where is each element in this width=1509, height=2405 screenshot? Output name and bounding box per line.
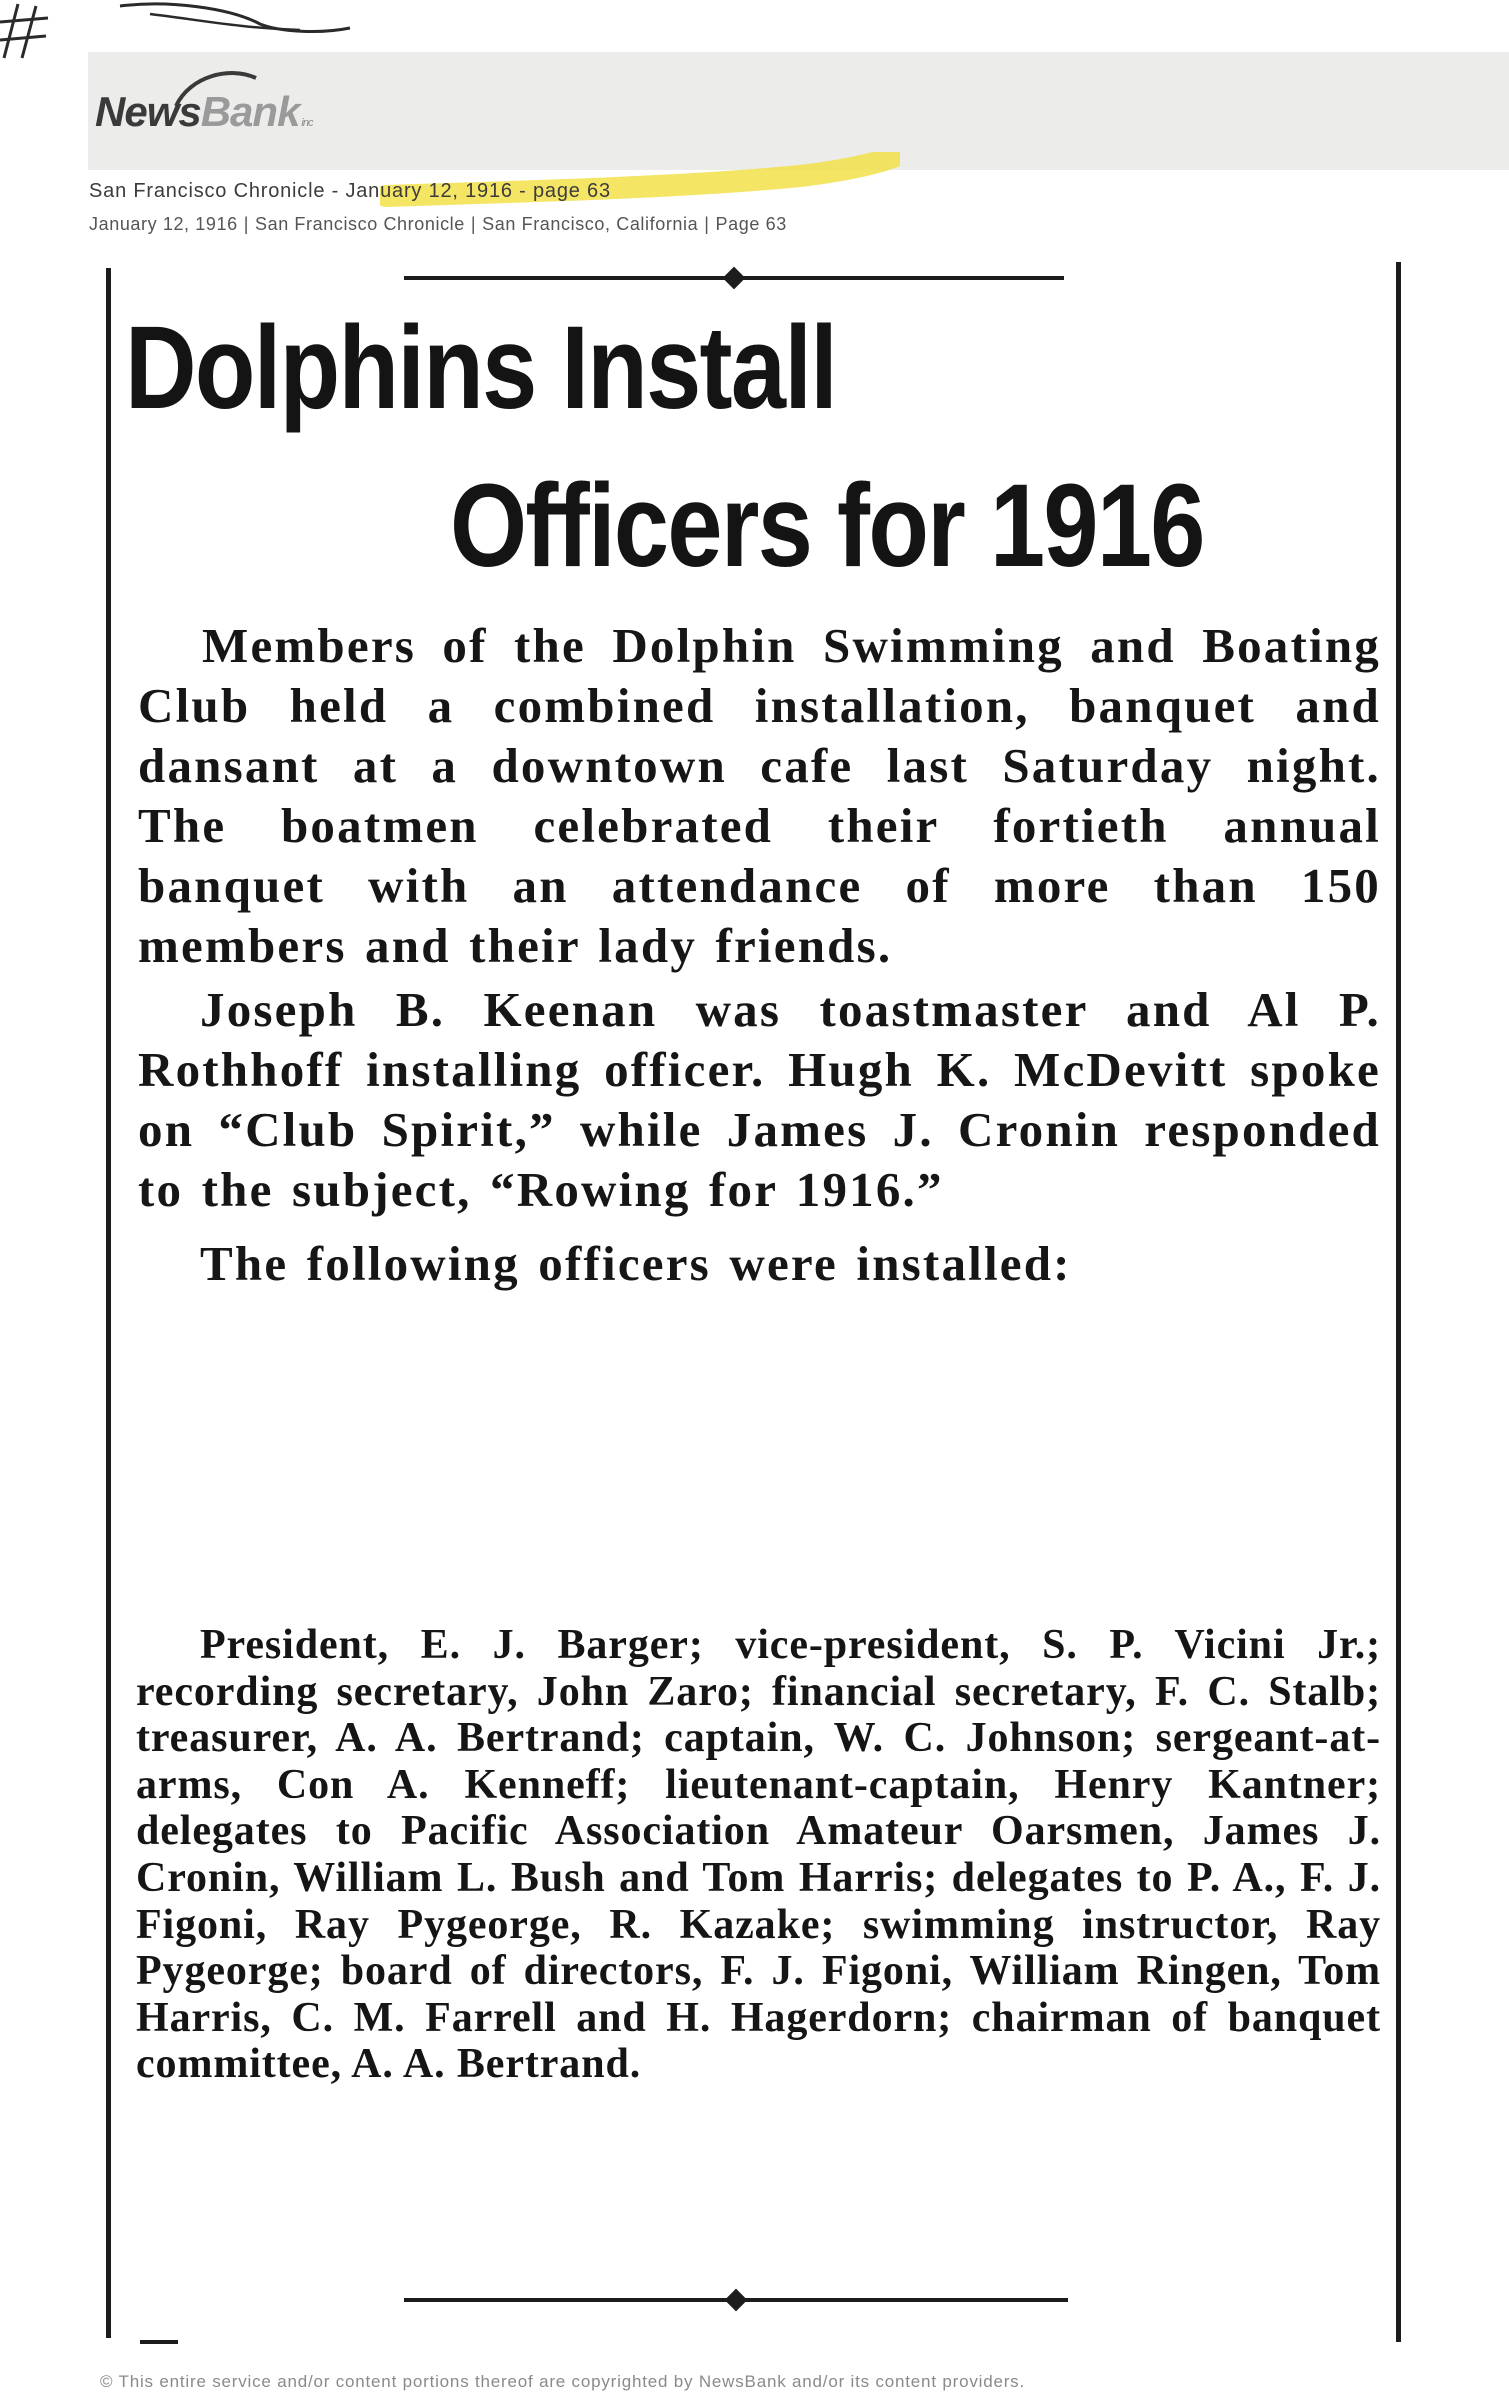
officers-list xyxy=(136,1622,1381,2088)
clipping-right-border xyxy=(1396,262,1401,2342)
meta-separator: | xyxy=(704,214,710,234)
meta-location: San Francisco, California xyxy=(482,214,699,234)
logo-news-text: News xyxy=(95,88,201,135)
rule-diamond-icon xyxy=(725,2289,748,2312)
meta-page: Page 63 xyxy=(715,214,787,234)
meta-date: January 12, 1916 xyxy=(89,214,238,234)
top-ornament-rule xyxy=(404,276,1064,280)
column-end-tick xyxy=(140,2340,178,2344)
clipping-left-border xyxy=(106,268,111,2338)
citation-date-page: - January 12, 1916 - page 63 xyxy=(331,180,611,202)
headline-line-1: Dolphins Install xyxy=(125,302,837,434)
logo-bank-text: Bank xyxy=(200,88,300,135)
article-paragraph: Joseph B. Keenan was toastmaster and Al P. Rothhoff installing officer. Hugh K. McDevitt spoke on “Club Spirit,” while James J. Cronin responded to the subject, “Rowing for 1916.” xyxy=(138,982,1381,1217)
citation-line xyxy=(89,180,611,203)
meta-separator: | xyxy=(470,214,477,234)
citation-meta-line xyxy=(89,214,787,235)
logo-inc-text: inc xyxy=(301,117,313,129)
article-paragraph: The following officers were installed: xyxy=(200,1236,1072,1291)
rule-diamond-icon xyxy=(723,267,746,290)
handwritten-mark xyxy=(0,0,360,60)
headline-line-2: Officers for 1916 xyxy=(450,460,1204,592)
newsbank-logo xyxy=(95,88,312,136)
article-paragraph: Members of the Dolphin Swimming and Boating Club held a combined installation, banquet and dansant at a downtown cafe last Saturday night. The boatmen celebrated their fortieth annual banquet with an attendance of more than 150 members and their lady friends. xyxy=(138,618,1381,973)
meta-separator: | xyxy=(243,214,249,234)
officers-paragraph: President, E. J. Barger; vice-president, S. P. Vicini Jr.; recording secretary, John Zaro; financial secretary, F. C. Stalb; treasurer, A. A. Bertrand; captain, W. C. Johnson; sergeant-at-arms, Con A. Kenneff; lieutenant-captain, Henry Kantner; delegates to Pacific Association Amateur Oarsmen, James J. Cronin, William L. Bush and Tom Harris; delegates to P. A., F. J. Figoni, Ray Pygeorge, R. Kazake; swimming instructor, Ray Pygeorge; board of directors, F. J. Figoni, William Ringen, Tom Harris, C. M. Farrell and H. Hagerdorn; chairman of banquet committee, A. A. Bertrand. xyxy=(136,1622,1381,2088)
bottom-ornament-rule xyxy=(404,2298,1068,2302)
meta-publication: San Francisco Chronicle xyxy=(255,214,465,234)
article-body xyxy=(138,616,1381,1294)
copyright-footer: © This entire service and/or content portions thereof are copyrighted by NewsBank and/or its content providers. xyxy=(100,2372,1026,2391)
citation-publication: San Francisco Chronicle xyxy=(89,180,326,202)
